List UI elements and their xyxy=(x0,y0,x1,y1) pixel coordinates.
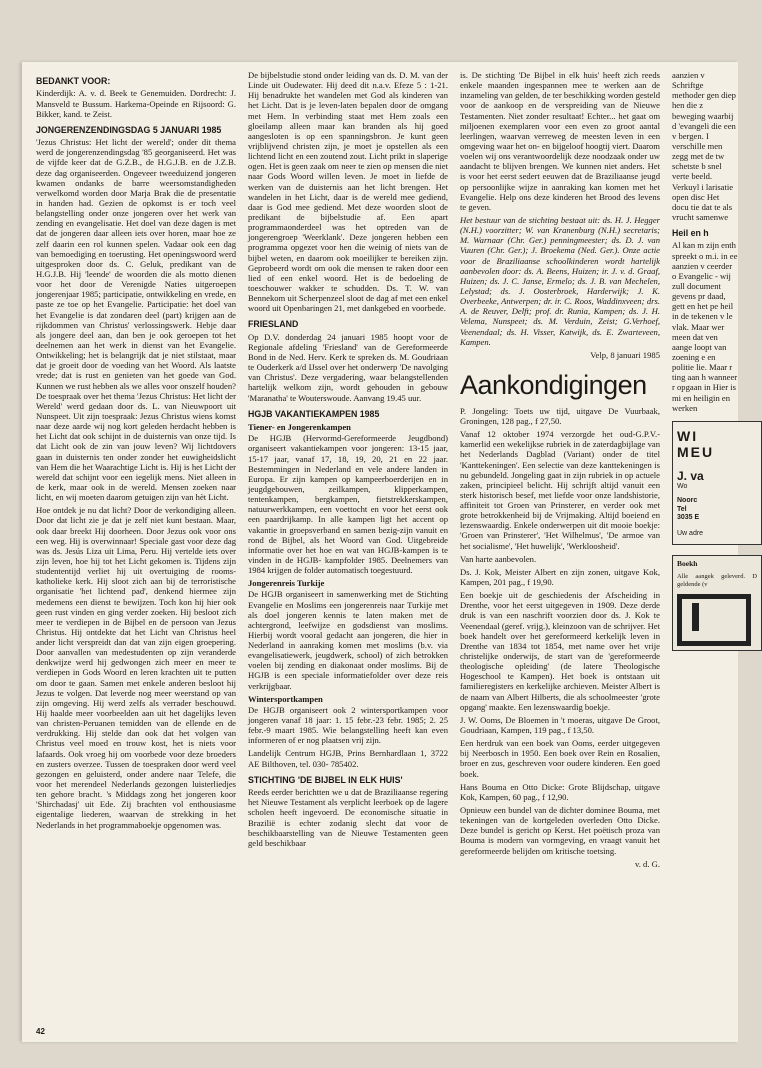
paragraph: J. W. Ooms, De Bloemen in 't moeras, uitgave De Groot, Goudriaan, Kampen, 119 pag., f 13,50. xyxy=(460,714,660,736)
ad-heading: Boekh xyxy=(677,559,698,569)
signature-line: Velp, 8 januari 1985 xyxy=(590,349,660,360)
ad-line: Noorc xyxy=(677,497,698,505)
heading-jongerenzendingsdag: JONGERENZENDINGSDAG 5 JANUARI 1985 xyxy=(36,124,222,135)
signature-initials: v. d. G. xyxy=(635,858,660,869)
paragraph: Een boekje uit de geschiedenis der Afscheiding in Drenthe, voor het eerst uitgegeven in 1909. Deze derde druk is van een naschrift voorzien door ds. J. Kok te Veenendaal (geref. vrijg.), kleinzoon van de schrijver. Het boek handelt over het gereformeerd kerkelijk leven in Drenthe van 1834 tot 1854, met name over het vrije christelijke onderwijs, de start van de 'gereformeerde theologische opleiding' (de latere Theologische Hogeschool te Kampen). Het boek is ontstaan uit familieregisters en kerkelijke archieven. Meister Albert is de naam van Albert Hilberts, die als schoolmeester 'grote opgang' maakte. Een lezenswaardig boekje. xyxy=(460,590,660,712)
ad-text: Alle aangek geleverd. D geldende (v xyxy=(677,573,757,588)
column-1 xyxy=(36,70,236,833)
column-2 xyxy=(248,70,448,851)
paragraph: Kinderdijk: A. v. d. Beek te Genemuiden. Dordrecht: J. Mansveld te Bussum. Harkema-Opeinde en Rijsoord: G. Bikker, kand. te Zeist. xyxy=(36,88,236,119)
ad-line: J. va xyxy=(677,468,704,483)
paragraph: Opnieuw een bundel van de dichter dominee Bouma, met tekeningen van de kortgeleden overleden Otto Dicke. Deze bundel is gericht op Kerst. Het poëtisch proza van Bouma is modern van vormgeving, en vraagt vanuit het gereformeerde belijden om kritische toetsing. xyxy=(460,805,660,856)
ad-line: WI xyxy=(677,427,699,444)
heading-aankondigingen: Aankondigingen xyxy=(460,369,647,400)
paragraph: Op D.V. donderdag 24 januari 1985 hoopt voor de Regionale afdeling 'Friesland' van de Gereformeerde Bond in de Ned. Herv. Kerk te spreken ds. M. Goudriaan te Ouderkerk a/d IJssel over het onderwerp 'De navolging van Christus'. Deze vergadering, waar belangstellenden hartelijk welkom zijn, wordt gehouden in gebouw 'Maranatha' te Wouterswoude. Aanvang 19.45 uur. xyxy=(248,331,448,403)
column-3 xyxy=(460,70,660,872)
paragraph: Van harte aanbevolen. xyxy=(460,553,537,564)
heading-bedankt: BEDANKT VOOR: xyxy=(36,76,111,86)
advertisement-bookshop xyxy=(672,555,762,651)
paragraph: Reeds eerder berichtten we u dat de Braziliaanse regering het Nieuwe Testament als verplicht leerboek op de lagere scholen heeft ingevoerd. De economische situatie in Brazilië is echter zodanig slecht dat voor de beschikbaarstelling van de Nieuwe Testamenten geen geld beschikbaar xyxy=(248,787,448,848)
heading-hgjb-vakantiekampen: HGJB VAKANTIEKAMPEN 1985 xyxy=(248,408,380,419)
paragraph: Al kan m zijn enth spreekt o m.i. in ee aanzien v ceerder o Evangelic - wij zull document gevens pr daad, gett en het pe heil in de tekenen v le vlak. Maar wer meen dat ven aange loopt van zoening e en politie lie. Maar r ting aan h wanneer r opgaan in Hier is mi en heiligin en werken xyxy=(672,240,738,413)
column-4-cropped xyxy=(672,70,757,1030)
subheading-tienerkampen: Tiener- en Jongerenkampen xyxy=(248,422,351,433)
paragraph: P. Jongeling: Toets uw tijd, uitgave De Vuurbaak, Groningen, 128 pag., f 27,50. xyxy=(460,405,660,426)
ad-line: Uw adre xyxy=(677,530,704,538)
ad-line: Wo xyxy=(677,483,688,491)
paragraph: aanzien v Schriftge methoder gen diep hen die z beweging waarbij d 'evangeli die een v bergen. I verschille men zegg met de tw schetste b snel verte beeld. Verkuyl i larisatie open disc Het docu tie dat te als vrucht samenwe xyxy=(672,70,736,222)
paragraph: Vanaf 12 oktober 1974 verzorgde het oud-G.P.V.-kamerlid een wekelijkse rubriek in de zaterdagbijlage van het Nederlands Dagblad (Variant) onder de titel 'Kanttekeningen'. Een selectie van deze kanttekeningen is nu gebundeld. Jongeling gaat in zijn rubriek in op actuele zaken, principieel belicht. Hij schrijft altijd vanuit een sterk historisch besef, met liefde voor onze landshistorie, affiniteit tot Groen van Prinsterer, en verder ook met grote betrokkenheid bij de Vrijmaking. Altijd boeiend en lezenswaardig. Enkele onderwerpen uit dit mooie boekje: 'Groen van Prinsterer', 'Het Wilhelmus', 'De armoe van het socialisme', 'Het huwelijk', 'Werkloosheid'. xyxy=(460,429,660,551)
paragraph: Het bestuur van de stichting bestaat uit: ds. H. J. Hegger (N.H.) voorzitter; W. van Kranenburg (N.H.) secretaris; M. Warnaar (Chr. Ger.) penningmeester; ds. D. J. van Vuuren (Chr. Ger.); J. Broekema (Ned. Ger.). Onze actie voor de Braziliaanse schoolkinderen wordt hartelijk aanbevolen door: ds. A. Beens, Huizen; ir. J. v. d. Graaf, Huizen; ds. J. C. Janse, Ermelo; ds. J. B. van Mechelen, Lelystad; ds. J. Oosterbroek, Harderwijk; J. K. Overbeeke, Antwerpen; dr. ir. C. Roos, Waddinxveen; drs. A. de Reuver, Delft; prof. dr. Runia, Kampen; ds. J. H. Velema, Nunspeet; ds. M. Verduin, Zeist; G.Verhoef, Veenendaal; ds. H. Visser, Katwijk, ds. E. Zwarteveen, Kampen. xyxy=(460,214,660,347)
paragraph: De HGJB organiseert in samenwerking met de Stichting Evangelie en Moslims een jongerenreis naar Turkije met als doel jongeren kennis te laten maken met de achtergrond, leefwijze en godsdienst van moslims. Hierbij wordt vooral gedacht aan jongeren, die hier in Nederland in aanraking komen met moslims (b.v. via evangelisatiewerk, jeugdwerk, school) of zich betrokken voelen bij zending en diakonaat onder moslims. Bij de HGJB is een speciale informatiefolder over deze reis verkrijgbaar. xyxy=(248,589,448,691)
paragraph: Hoe ontdek je nu dat licht? Door de verkondiging alleen. Door dat licht zie je dat je zelf niet kunt bestaan. Maar, ook daar breekt Hij doorheen. Door Jezus ook voor ons een weg. Hij is overwinnaar! Speciale gast voor deze dag was ds. Jesús Liza uit Lima, Peru. Hij vertelde iets over zijn leven, hoe hij tot het Licht gekomen is. Tijdens zijn studententijd verliet hij uit overtuiging de rooms-katholieke kerk. Hij sloot zich aan bij de terroristische organisatie 'het lichtend pad', denkend hiermee zijn medemens een dienst te bewijzen. Toch kon hij hier ook geen rust vinden en ging verder zoeken. Hij besloot zich meer te verdiepen in de Bijbel en de persoon van Jezus Christus. Hij ontdekte dat het Licht van Christus heel ander licht verspreidt dan dat van zijn eigen groepering. Door aanvallen van medestudenten op zijn veranderde denkwijze werd hij gedwongen zich meer en meer te verdiepen in Gods Woord en leren krachten uit te putten om door te gaan. Samen met enkele anderen besloot hij Jezus te volgen. Dat leverde nog meer weerstand op van zijn omgeving. Hij werd zelfs als verrader beschouwd. Hij haalde meer voorbeelden aan uit het dagelijks leven van christen-Peruanen temidden van de ellende en de verdrukking. Hij stelde dan ook dat het volgen van Christus veel moed en trouw kost, het is niets voor lafaards. Ook vroeg hij om voorbede voor deze broeders en zusters overzee. Tussen de toespraken door werd veel gezongen en geluisterd, onder andere naar Telefe, die voor het merendeel Nederlands gezongen luisterliedjes ten gehore bracht. 's Middags zong het jongeren koor 'Shirchadasj' uit Ede. Zij brachten vol enthousiasme eigentalige liederen, waarvan de strekking in het Nederlands in het programmaboekje opgenomen was. xyxy=(36,505,236,830)
paragraph: De bijbelstudie stond onder leiding van ds. D. M. van der Linde uit Oudewater. Hij deed dit n.a.v. Efeze 5 : 1-21. Hij benadrukte het wandelen met God als kinderen van het Licht. Dat is je leven-laten bepalen door de omgang met Hem. In verbinding staat met Hem zoals een gloeilamp alleen maar kan branden als hij goed aangesloten is op een spanningsbron. Je kunt geen vrijblijvend christen zijn, je moet je opstellen als een lichtend licht en een zoutend zout. Licht prikt in slaperige ogen. Het is geen zaak om neer te zien op mensen die niet naar Gods Woord willen leven. Je moet in liefde de werken van de duisternis aan het licht brengen. Het wandelen in het Licht, daar is de wereld mee gediend, daar is God mee gediend. Met deze woorden sloot de predikant de bijbelstudie af. Een apart programmaonderdeel was het optreden van de jongerengroep 'Weerklank'. Deze jongeren hebben een programma opgezet voor hen die weinig of niets van de bijbel weten, en daarom ook moeilijker te bereiken zijn. Geprobeerd wordt om ook die mensen te raken door een lied of een enkel woord. Het is de bedoeling de toeschouwer wakker te schudden. Ds. T. W. van Bennekom uit Scherpenzeel sloot de dag af met een enkel woord uit Openbaringen 21, met dankgebed en voorbede. xyxy=(248,70,448,314)
paragraph: 'Jezus Christus: Het licht der wereld'; onder dit thema werd de jongerenzendingsdag '85 georganiseerd. Het was de vijfde keer dat de G.Z.B., de H.G.J.B. en de J.Z.B. deze dag organiseerden. Ongeveer tweeduizend jongeren kwamen ondanks de barre weersomstandigheden verwelkomd worden door Marja Brak die de presentatie in handen had. Gezien de opkomst is er toch veel belangstelling onder onze jongeren over het werk van zending en evangelisatie. Het doel van deze dagen is met dat de jongeren daar alleen iets over horen, maar hoe ze zelf daarin een rol kunnen spelen. Vadaar ook een dag van bemoediging en toerusting. Het openingswoord werd uitgesproken door ds. C. Geluk, predikant van de H.G.J.B. Hij 'leende' de woorden die als motto dienen voor het door de Verenigde Naties uitgeroepen jongerenjaar 1985; participatie, ontwikkeling en vrede, en paste ze toe op het Evangelie. Participatie: het doel van het Evangelie is dat zondaren deel (part) krijgen aan de rijkdommen van Christus' verlossingswerk. Hebje daar als jongere deel aan, dan ben je ook geroepen tot het deelnemen aan het werk in dienst van het Evangelie. Ontwikkeling; het is belangrijk dat je niet stilstaat, maar dat je groeit door de voeding van het Woord. Als laatste vrede; dat is rust en genieten van het goede van God. Kunnen we rust hebben als we alles voor onszelf houden? De toespraak over het thema 'Jezus Christus: Het licht der Wereld' werd gedaan door ds. L. van Nieuwpoort uit Nunspeet. Uit zijn toespraak: Jezus Christus wiens komst naar deze aarde wij nog kort geleden herdacht hebben is het Licht dat ook schijnt in de duisternis van onze tijd. Is dat Licht ook de zin van jouw leven? Wij lichtdovers gaan in duisternis ten onder zonder het euwigheidslicht van Hem die het Waarachtige Licht is. Hij is het Licht der wereld dat schijnt voor een iegelijk mens. Niet alleen in de kerk, maar ook in de wereld. Mensen zoeken naar licht, en wij moeten daarom getuigen zijn van hèt Licht. xyxy=(36,137,236,503)
paragraph: De HGJB (Hervormd-Gereformeerde Jeugdbond) organiseert vakantiekampen voor jongeren: 13-15 jaar, 15-17 jaar, vanaf 17, 18, 19, 20, 21 en 22 jaar. Bestemmingen in Nederland en vele andere landen in Europa. Er zijn kampen op kampeerboerderijen en in jeugdgebouwen, zeilkampen, klipperkampen, tentenkampen, bergkampen, fietstrekkerskampen, natuurwerkkampen, een voettocht en voor het eerst ook een paardrijkamp. In alle kampen ligt het accent op vakantie in groepsverband en samen bezig-zijn vanuit en rond de Bijbel, als het Woord van God. Uitgebreide informatie over het hoe en wat van HGJB-kampen is te vinden in de HGJB- kampfolder 1985. Deelnemers van 1984 krijgen de folder automatisch toegestuurd. xyxy=(248,433,448,576)
paragraph: Een herdruk van een boek van Ooms, eerder uitgegeven bij Neerbosch in 1950. Een boek over Rein en Rosalien, broer en zus, geschreven voor oudere kinderen. Een goed boek. xyxy=(460,738,660,779)
ad-line: 3035 E xyxy=(677,513,700,521)
paragraph: is. De stichting 'De Bijbel in elk huis' heeft zich reeds enkele maanden ingespannen mee te werken aan de inzameling van gelden, de ter beschikking worden gesteld voor de aankoop en de verspreiding van de Nieuwe Testamenten. Niet zonder resultaat! Echter... het gaat om miljoenen exemplaren voor een even zo groot aantal leerlingen, waarvan verreweg de meesten leven in een omgeving waar het on- en bijgeloof hoogtij viert. Daarom voelen wij ons verantwoordelijk deze noodzaak onder uw aandacht te blijven brengen. We kunnen niet anders. Het is voor het eerst sedert eeuwen dat de Braziliaanse jeugd op persoonlijke wijze in aanraking kan komen met het Evangelie. Help ons deze kinderen het Brood des levens te geven. xyxy=(460,70,660,212)
ad-line: Tel xyxy=(677,505,687,513)
magazine-page xyxy=(22,62,757,1042)
paragraph: De HGJB organiseert ook 2 wintersportkampen voor jongeren vanaf 18 jaar: 1. 15 febr.-23 febr. 1985; 2. 25 febr.-9 maart 1985. Wie belangstelling heeft kan even informeren of er nog plaatsen vrij zijn. xyxy=(248,704,448,746)
ad-line: MEU xyxy=(677,444,715,461)
subheading-wintersport: Wintersportkampen xyxy=(248,693,323,704)
paragraph: Ds. J. Kok, Meister Albert en zijn zonen, uitgave Kok, Kampen, 201 pag., f 19,90. xyxy=(460,566,660,588)
paragraph: Hans Bouma en Otto Dicke: Grote Blijdschap, uitgave Kok, Kampen, 60 pag., f 12,90. xyxy=(460,781,660,802)
address: Landelijk Centrum HGJB, Prins Bernhardlaan 1, 3722 AE Bilthoven, tel. 030- 785402. xyxy=(248,748,448,769)
heading-friesland: FRIESLAND xyxy=(248,319,299,330)
k-logo-icon xyxy=(677,594,751,646)
advertisement-box xyxy=(672,421,762,545)
page-number: 42 xyxy=(36,1027,45,1036)
heading-heil: Heil en h xyxy=(672,228,709,239)
subheading-turkije: Jongerenreis Turkije xyxy=(248,578,325,589)
heading-stichting: STICHTING 'DE BIJBEL IN ELK HUIS' xyxy=(248,774,403,785)
